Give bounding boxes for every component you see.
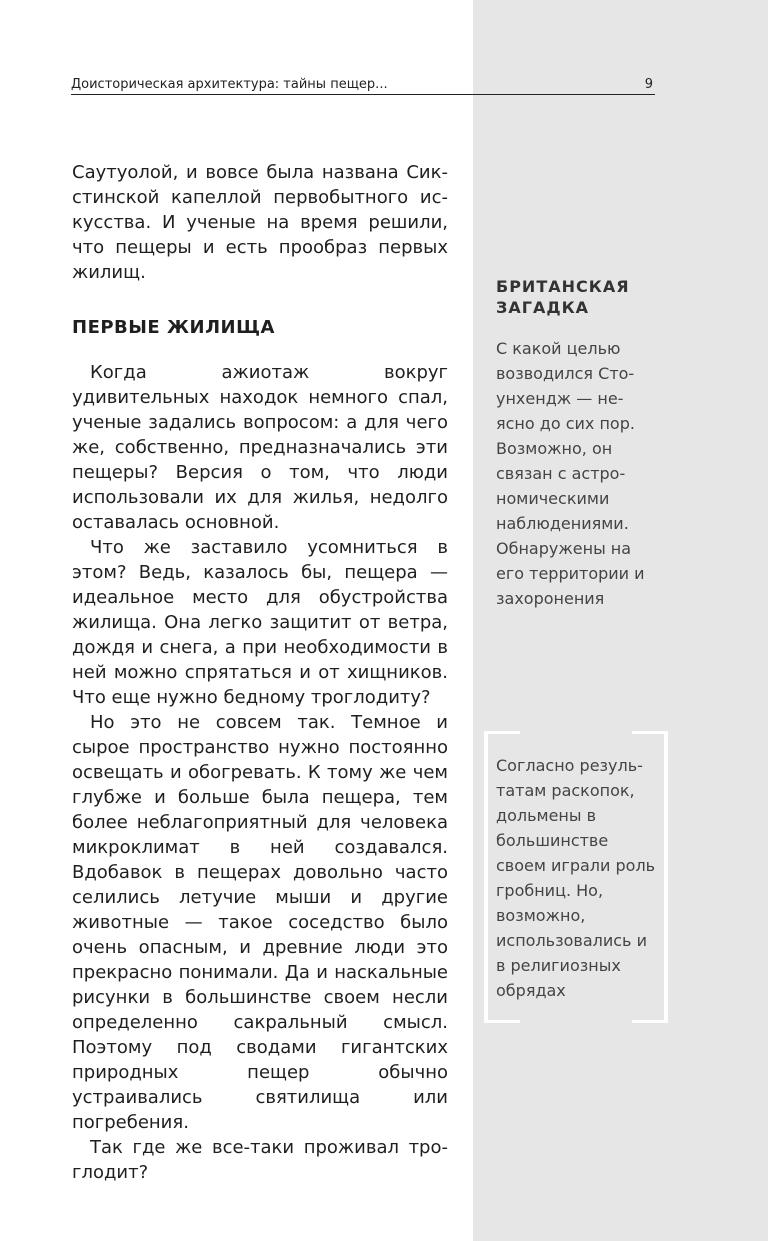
- running-header: [71, 77, 655, 95]
- body-paragraph-3: Но это не совсем так. Темное и сырое пространство нужно постоянно освещать и обогревать. К тому же чем глубже и больше была пещера, тем более неблагоприятный для человека микроклимат в ней создавался. Вдобавок в пещерах довольно часто селились летучие мыши и другие животные — такое соседство было очень опасным, и древние люди это прекрасно понимали. Да и наскальные рисунки в большинстве своем несли определенно сакральный смысл. Поэтому под сводами гигантских природных пещер обычно устраивались святилища или погребения.: [72, 712, 448, 1133]
- sidebar-text: С какой целью возводился Стоунхендж — неясно до сих пор. Возможно, он связан с астрономическими наблюдениями. Обнаружены на его территории и захоронения: [496, 339, 645, 608]
- sidebar-quote-box: [484, 731, 668, 1023]
- running-title: Доисторическая архитектура: тайны пещер...: [71, 77, 388, 92]
- main-text-column: [72, 160, 448, 1185]
- body-paragraph-4: Так где же все-таки проживал троглодит?: [72, 1137, 448, 1183]
- body-paragraph-2: Что же заставило усомниться в этом? Ведь, казалось бы, пещера — идеальное место для обустройства жилища. Она легко защитит от ветра, дождя и снега, а при необходимости в ней можно спрятаться и от хищников. Что еще нужно бедному троглодиту?: [72, 537, 448, 708]
- sidebar-background: [473, 0, 768, 1241]
- intro-paragraph: Саутуолой, и вовсе была названа Сикстинской капеллой первобытного искусства. И ученые на время решили, что пещеры и есть прообраз первых жилищ.: [72, 162, 448, 283]
- page-number: 9: [644, 77, 653, 92]
- body-paragraph-1: Когда ажиотаж вокруг удивительных находок немного спал, ученые задались вопросом: а для чего же, собственно, предназначались эти пещеры? Версия о том, что люди использовали их для жилья, недолго оставалась основной.: [72, 362, 448, 533]
- sidebar-quote-text: Согласно результатам раскопок, дольмены в большинстве своем играли роль гробниц. Но, возможно, использовались и в религиозных обрядах: [496, 756, 656, 1000]
- sidebar-heading: БРИТАНСКАЯ ЗАГАДКА: [496, 277, 630, 317]
- section-heading: ПЕРВЫЕ ЖИЛИЩА: [72, 317, 275, 338]
